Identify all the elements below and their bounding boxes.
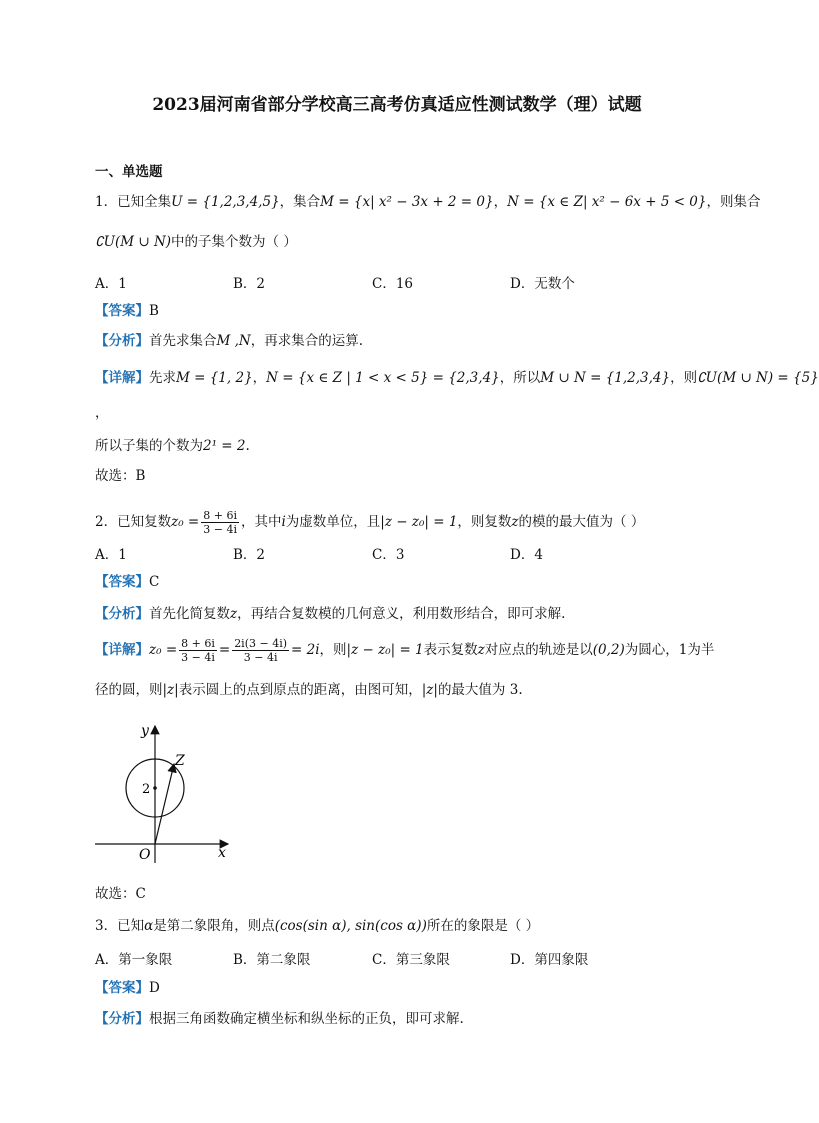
q3-answer: 【答案】D: [95, 980, 160, 996]
q1-detail-comma: ，: [95, 405, 109, 421]
q3-analysis: 【分析】根据三角函数确定横坐标和纵坐标的正负，即可求解.: [95, 1011, 464, 1027]
section-heading: 一、单选题: [95, 164, 163, 180]
q1-choose: 故选：B: [95, 468, 146, 484]
q3-option-c: C．第三象限: [372, 952, 450, 968]
z-label: Z: [175, 753, 185, 769]
q1-option-c: C．16: [372, 276, 414, 292]
center-point: [153, 786, 157, 790]
q3-option-b: B．第二象限: [233, 952, 311, 968]
x-label: x: [218, 845, 226, 861]
q1-detail: 【详解】先求M = {1, 2}，N = {x ∈ Z | 1 < x < 5} = {2,3,4}，所以M ∪ N = {1,2,3,4}，则∁U(M ∪ N) = {5}: [95, 370, 819, 386]
origin-label: O: [139, 847, 151, 863]
q1-answer: 【答案】B: [95, 303, 159, 319]
q1-analysis: 【分析】首先求集合M ,N，再求集合的运算.: [95, 333, 364, 349]
q2-detail-line2: 径的圆，则|z|表示圆上的点到原点的距离，由图可知，|z|的最大值为 3.: [95, 682, 523, 698]
q2-detail: 【详解】z₀ = $\frac{8 + 6i}{3 - 4i}$ = $\frac{2i(3 - 4i)}{3 - 4i}$ = 2i，则|z − z₀| = 1表示复数z对应点的轨迹是以(0,2)为圆心，1为半: [95, 637, 715, 664]
q1-stem-line2: ∁U(M ∪ N)中的子集个数为（ ）: [95, 234, 297, 250]
q2-fraction: $\frac{8 + 6i}{3 - 4i}$: [203, 509, 237, 536]
q1-option-d: D．无数个: [510, 276, 575, 292]
q1-subsets: 所以子集的个数为2¹ = 2.: [95, 438, 250, 454]
q2-option-b: B．2: [233, 547, 266, 563]
q2-stem: 2．已知复数z₀ = $\frac{8 + 6i}{3 - 4i}$ ，其中i为虚数单位，且|z − z₀| = 1，则复数z的模的最大值为（ ）: [95, 509, 645, 536]
tick-label-2: 2: [142, 782, 151, 797]
vector-oz: [155, 764, 174, 844]
q2-option-c: C．3: [372, 547, 405, 563]
page-title: 2023届河南省部分学校高三高考仿真适应性测试数学（理）试题: [152, 95, 642, 115]
q1-option-b: B．2: [233, 276, 266, 292]
q3-stem: 3．已知α是第二象限角，则点(cos(sin α), sin(cos α))所在的象限是（ ）: [95, 918, 540, 934]
q2-option-a: A．1: [95, 547, 127, 563]
q2-option-d: D．4: [510, 547, 543, 563]
q3-option-a: A．第一象限: [95, 952, 173, 968]
y-label: y: [141, 723, 149, 739]
q2-figure: [90, 718, 240, 868]
q1-option-a: A．1: [95, 276, 127, 292]
q2-analysis: 【分析】首先化简复数z，再结合复数模的几何意义，利用数形结合，即可求解.: [95, 606, 566, 622]
q2-choose: 故选：C: [95, 886, 146, 902]
q1-stem: 1．已知全集U = {1,2,3,4,5}，集合M = {x| x² − 3x + 2 = 0}，N = {x ∈ Z| x² − 6x + 5 < 0}，则集合: [95, 194, 761, 210]
q3-option-d: D．第四象限: [510, 952, 589, 968]
q2-answer: 【答案】C: [95, 574, 160, 590]
